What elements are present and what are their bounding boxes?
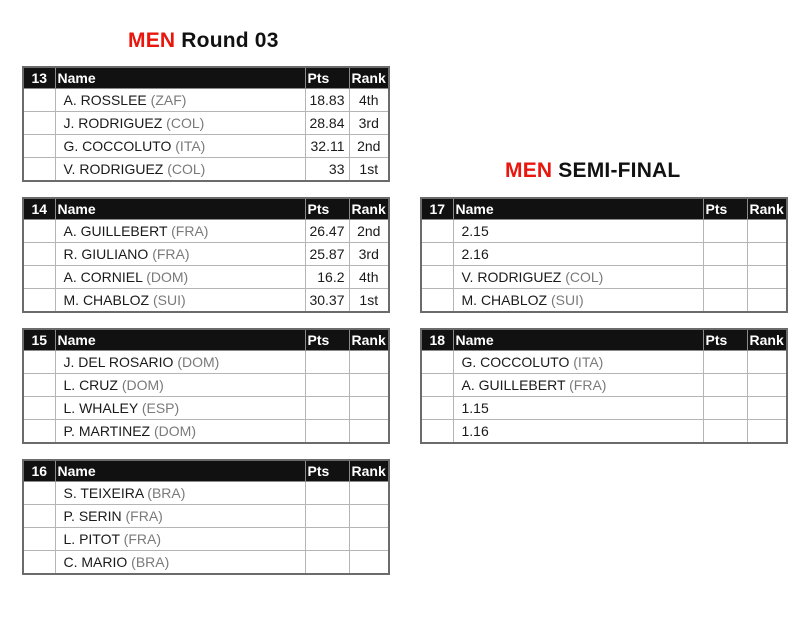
athlete-name-cell xyxy=(55,551,305,575)
rank-column-header: Rank xyxy=(747,198,787,220)
athlete-name-cell xyxy=(55,420,305,444)
row-blank-cell xyxy=(23,551,55,575)
athlete-name: L. WHALEY xyxy=(63,400,138,416)
heat-number: 13 xyxy=(23,67,55,89)
table-row xyxy=(23,482,389,505)
table-row xyxy=(421,397,787,420)
table-row xyxy=(421,266,787,289)
athlete-name-cell xyxy=(453,266,703,289)
table-row xyxy=(23,551,389,575)
title-rest: Round 03 xyxy=(175,29,279,52)
row-blank-cell xyxy=(23,482,55,505)
athlete-country: (FRA) xyxy=(123,531,161,547)
header-row xyxy=(421,329,787,351)
rank-cell xyxy=(747,289,787,313)
athlete-name-cell xyxy=(55,482,305,505)
athlete-name-cell xyxy=(55,374,305,397)
athlete-name: V. RODRIGUEZ xyxy=(63,161,164,177)
name-column-header: Name xyxy=(453,198,703,220)
points-cell: 28.84 xyxy=(305,112,349,135)
table-row xyxy=(23,397,389,420)
row-blank-cell xyxy=(23,351,55,374)
row-blank-cell xyxy=(421,351,453,374)
athlete-name: L. CRUZ xyxy=(63,377,118,393)
athlete-name-cell xyxy=(453,351,703,374)
header-row xyxy=(421,198,787,220)
points-cell: 18.83 xyxy=(305,89,349,112)
athlete-name: C. MARIO xyxy=(63,554,128,570)
header-row xyxy=(23,67,389,89)
rank-cell xyxy=(747,243,787,266)
rank-cell xyxy=(747,266,787,289)
athlete-country: (ZAF) xyxy=(150,92,187,108)
athlete-name-cell xyxy=(453,220,703,243)
athlete-name: R. GIULIANO xyxy=(63,246,149,262)
row-blank-cell xyxy=(23,420,55,444)
athlete-name: 1.16 xyxy=(461,423,489,439)
rank-cell xyxy=(747,220,787,243)
pts-column-header: Pts xyxy=(305,198,349,220)
rank-cell xyxy=(747,374,787,397)
rank-column-header: Rank xyxy=(349,67,389,89)
athlete-name: A. ROSSLEE xyxy=(63,92,147,108)
table-row xyxy=(23,112,389,135)
athlete-country: (DOM) xyxy=(146,269,189,285)
title-accent: MEN xyxy=(505,159,553,182)
row-blank-cell xyxy=(23,243,55,266)
table-row xyxy=(421,374,787,397)
table-row xyxy=(23,89,389,112)
rank-cell: 1st xyxy=(349,158,389,182)
name-column-header: Name xyxy=(453,329,703,351)
table-row xyxy=(23,220,389,243)
header-row xyxy=(23,198,389,220)
points-cell xyxy=(305,420,349,444)
rank-cell: 4th xyxy=(349,266,389,289)
rank-cell: 2nd xyxy=(349,135,389,158)
rank-column-header: Rank xyxy=(349,329,389,351)
athlete-name-cell xyxy=(453,397,703,420)
athlete-country: (BRA) xyxy=(147,485,186,501)
heat-table-13 xyxy=(22,66,390,182)
pts-column-header: Pts xyxy=(305,67,349,89)
row-blank-cell xyxy=(421,397,453,420)
row-blank-cell xyxy=(23,135,55,158)
points-cell xyxy=(703,420,747,444)
athlete-name: J. DEL ROSARIO xyxy=(63,354,174,370)
athlete-name: 1.15 xyxy=(461,400,489,416)
rank-cell xyxy=(349,482,389,505)
athlete-country: (BRA) xyxy=(131,554,170,570)
athlete-country: (ITA) xyxy=(175,138,206,154)
points-cell xyxy=(305,528,349,551)
heat-number: 15 xyxy=(23,329,55,351)
rank-cell: 3rd xyxy=(349,112,389,135)
athlete-name-cell xyxy=(55,243,305,266)
row-blank-cell xyxy=(421,266,453,289)
rank-cell: 4th xyxy=(349,89,389,112)
rank-cell xyxy=(747,351,787,374)
rank-cell xyxy=(349,397,389,420)
athlete-name: 2.16 xyxy=(461,246,489,262)
rank-cell xyxy=(747,420,787,444)
table-row xyxy=(23,420,389,444)
rank-column-header: Rank xyxy=(747,329,787,351)
athlete-country: (DOM) xyxy=(121,377,164,393)
points-cell: 30.37 xyxy=(305,289,349,313)
points-cell xyxy=(703,351,747,374)
athlete-name: J. RODRIGUEZ xyxy=(63,115,163,131)
row-blank-cell xyxy=(421,243,453,266)
row-blank-cell xyxy=(421,374,453,397)
athlete-country: (ITA) xyxy=(573,354,604,370)
athlete-country: (DOM) xyxy=(154,423,197,439)
points-cell xyxy=(703,397,747,420)
name-column-header: Name xyxy=(55,198,305,220)
points-cell xyxy=(305,482,349,505)
athlete-name-cell xyxy=(453,243,703,266)
points-cell: 25.87 xyxy=(305,243,349,266)
row-blank-cell xyxy=(23,266,55,289)
points-cell xyxy=(703,266,747,289)
pts-column-header: Pts xyxy=(305,329,349,351)
points-cell: 26.47 xyxy=(305,220,349,243)
points-cell xyxy=(703,289,747,313)
row-blank-cell xyxy=(23,158,55,182)
semifinal-title xyxy=(505,159,680,183)
table-row xyxy=(421,243,787,266)
rank-cell xyxy=(349,551,389,575)
rank-cell xyxy=(349,528,389,551)
athlete-name-cell xyxy=(55,505,305,528)
athlete-name-cell xyxy=(453,374,703,397)
athlete-name: A. GUILLEBERT xyxy=(461,377,566,393)
athlete-name: M. CHABLOZ xyxy=(63,292,150,308)
row-blank-cell xyxy=(23,374,55,397)
athlete-name-cell xyxy=(55,351,305,374)
table-row xyxy=(23,289,389,313)
rank-cell xyxy=(349,374,389,397)
row-blank-cell xyxy=(421,420,453,444)
row-blank-cell xyxy=(23,112,55,135)
athlete-name-cell xyxy=(55,528,305,551)
rank-cell xyxy=(349,351,389,374)
athlete-name: P. MARTINEZ xyxy=(63,423,151,439)
heat-table-18 xyxy=(420,328,788,444)
rank-cell xyxy=(747,397,787,420)
athlete-name: 2.15 xyxy=(461,223,489,239)
rank-cell: 2nd xyxy=(349,220,389,243)
table-row xyxy=(23,528,389,551)
table-row xyxy=(23,135,389,158)
rank-column-header: Rank xyxy=(349,198,389,220)
athlete-name-cell xyxy=(55,158,305,182)
pts-column-header: Pts xyxy=(703,198,747,220)
athlete-name: P. SERIN xyxy=(63,508,122,524)
heat-table-14 xyxy=(22,197,390,313)
points-cell xyxy=(703,220,747,243)
athlete-name: A. CORNIEL xyxy=(63,269,143,285)
athlete-country: (FRA) xyxy=(152,246,190,262)
athlete-country: (DOM) xyxy=(177,354,220,370)
athlete-name: A. GUILLEBERT xyxy=(63,223,168,239)
row-blank-cell xyxy=(23,220,55,243)
name-column-header: Name xyxy=(55,67,305,89)
points-cell xyxy=(703,374,747,397)
row-blank-cell xyxy=(421,220,453,243)
athlete-country: (COL) xyxy=(167,161,206,177)
athlete-name: M. CHABLOZ xyxy=(461,292,548,308)
athlete-name: G. COCCOLUTO xyxy=(461,354,570,370)
table-row xyxy=(421,351,787,374)
athlete-name: L. PITOT xyxy=(63,531,120,547)
points-cell: 32.11 xyxy=(305,135,349,158)
athlete-name-cell xyxy=(453,289,703,313)
athlete-country: (COL) xyxy=(565,269,604,285)
row-blank-cell xyxy=(23,505,55,528)
table-row xyxy=(23,158,389,182)
rank-cell: 3rd xyxy=(349,243,389,266)
row-blank-cell xyxy=(23,289,55,313)
athlete-name: G. COCCOLUTO xyxy=(63,138,172,154)
points-cell: 33 xyxy=(305,158,349,182)
athlete-name: S. TEIXEIRA xyxy=(63,485,144,501)
table-row xyxy=(23,351,389,374)
rank-column-header: Rank xyxy=(349,460,389,482)
row-blank-cell xyxy=(23,528,55,551)
name-column-header: Name xyxy=(55,329,305,351)
points-cell xyxy=(305,351,349,374)
row-blank-cell xyxy=(421,289,453,313)
athlete-country: (ESP) xyxy=(141,400,180,416)
heat-number: 17 xyxy=(421,198,453,220)
athlete-name-cell xyxy=(55,289,305,313)
heat-number: 18 xyxy=(421,329,453,351)
heat-number: 14 xyxy=(23,198,55,220)
rank-cell xyxy=(349,420,389,444)
athlete-name-cell xyxy=(453,420,703,444)
name-column-header: Name xyxy=(55,460,305,482)
title-accent: MEN xyxy=(128,29,176,52)
round03-title xyxy=(128,29,279,53)
athlete-country: (FRA) xyxy=(569,377,607,393)
athlete-name-cell xyxy=(55,135,305,158)
points-cell xyxy=(305,374,349,397)
table-row xyxy=(23,266,389,289)
table-row xyxy=(421,289,787,313)
heat-table-15 xyxy=(22,328,390,444)
table-row xyxy=(421,420,787,444)
athlete-country: (COL) xyxy=(166,115,205,131)
points-cell xyxy=(703,243,747,266)
header-row xyxy=(23,460,389,482)
points-cell xyxy=(305,551,349,575)
title-rest: SEMI-FINAL xyxy=(552,159,681,182)
points-cell xyxy=(305,397,349,420)
table-row xyxy=(421,220,787,243)
athlete-country: (FRA) xyxy=(171,223,209,239)
rank-cell xyxy=(349,505,389,528)
pts-column-header: Pts xyxy=(305,460,349,482)
heat-number: 16 xyxy=(23,460,55,482)
pts-column-header: Pts xyxy=(703,329,747,351)
row-blank-cell xyxy=(23,397,55,420)
rank-cell: 1st xyxy=(349,289,389,313)
table-row xyxy=(23,374,389,397)
table-row xyxy=(23,505,389,528)
athlete-name-cell xyxy=(55,220,305,243)
athlete-name-cell xyxy=(55,266,305,289)
athlete-name-cell xyxy=(55,89,305,112)
points-cell xyxy=(305,505,349,528)
table-row xyxy=(23,243,389,266)
athlete-name: V. RODRIGUEZ xyxy=(461,269,562,285)
row-blank-cell xyxy=(23,89,55,112)
athlete-country: (SUI) xyxy=(550,292,584,308)
heat-table-16 xyxy=(22,459,390,575)
athlete-country: (FRA) xyxy=(125,508,163,524)
heat-table-17 xyxy=(420,197,788,313)
athlete-name-cell xyxy=(55,112,305,135)
athlete-name-cell xyxy=(55,397,305,420)
points-cell: 16.2 xyxy=(305,266,349,289)
athlete-country: (SUI) xyxy=(152,292,186,308)
header-row xyxy=(23,329,389,351)
